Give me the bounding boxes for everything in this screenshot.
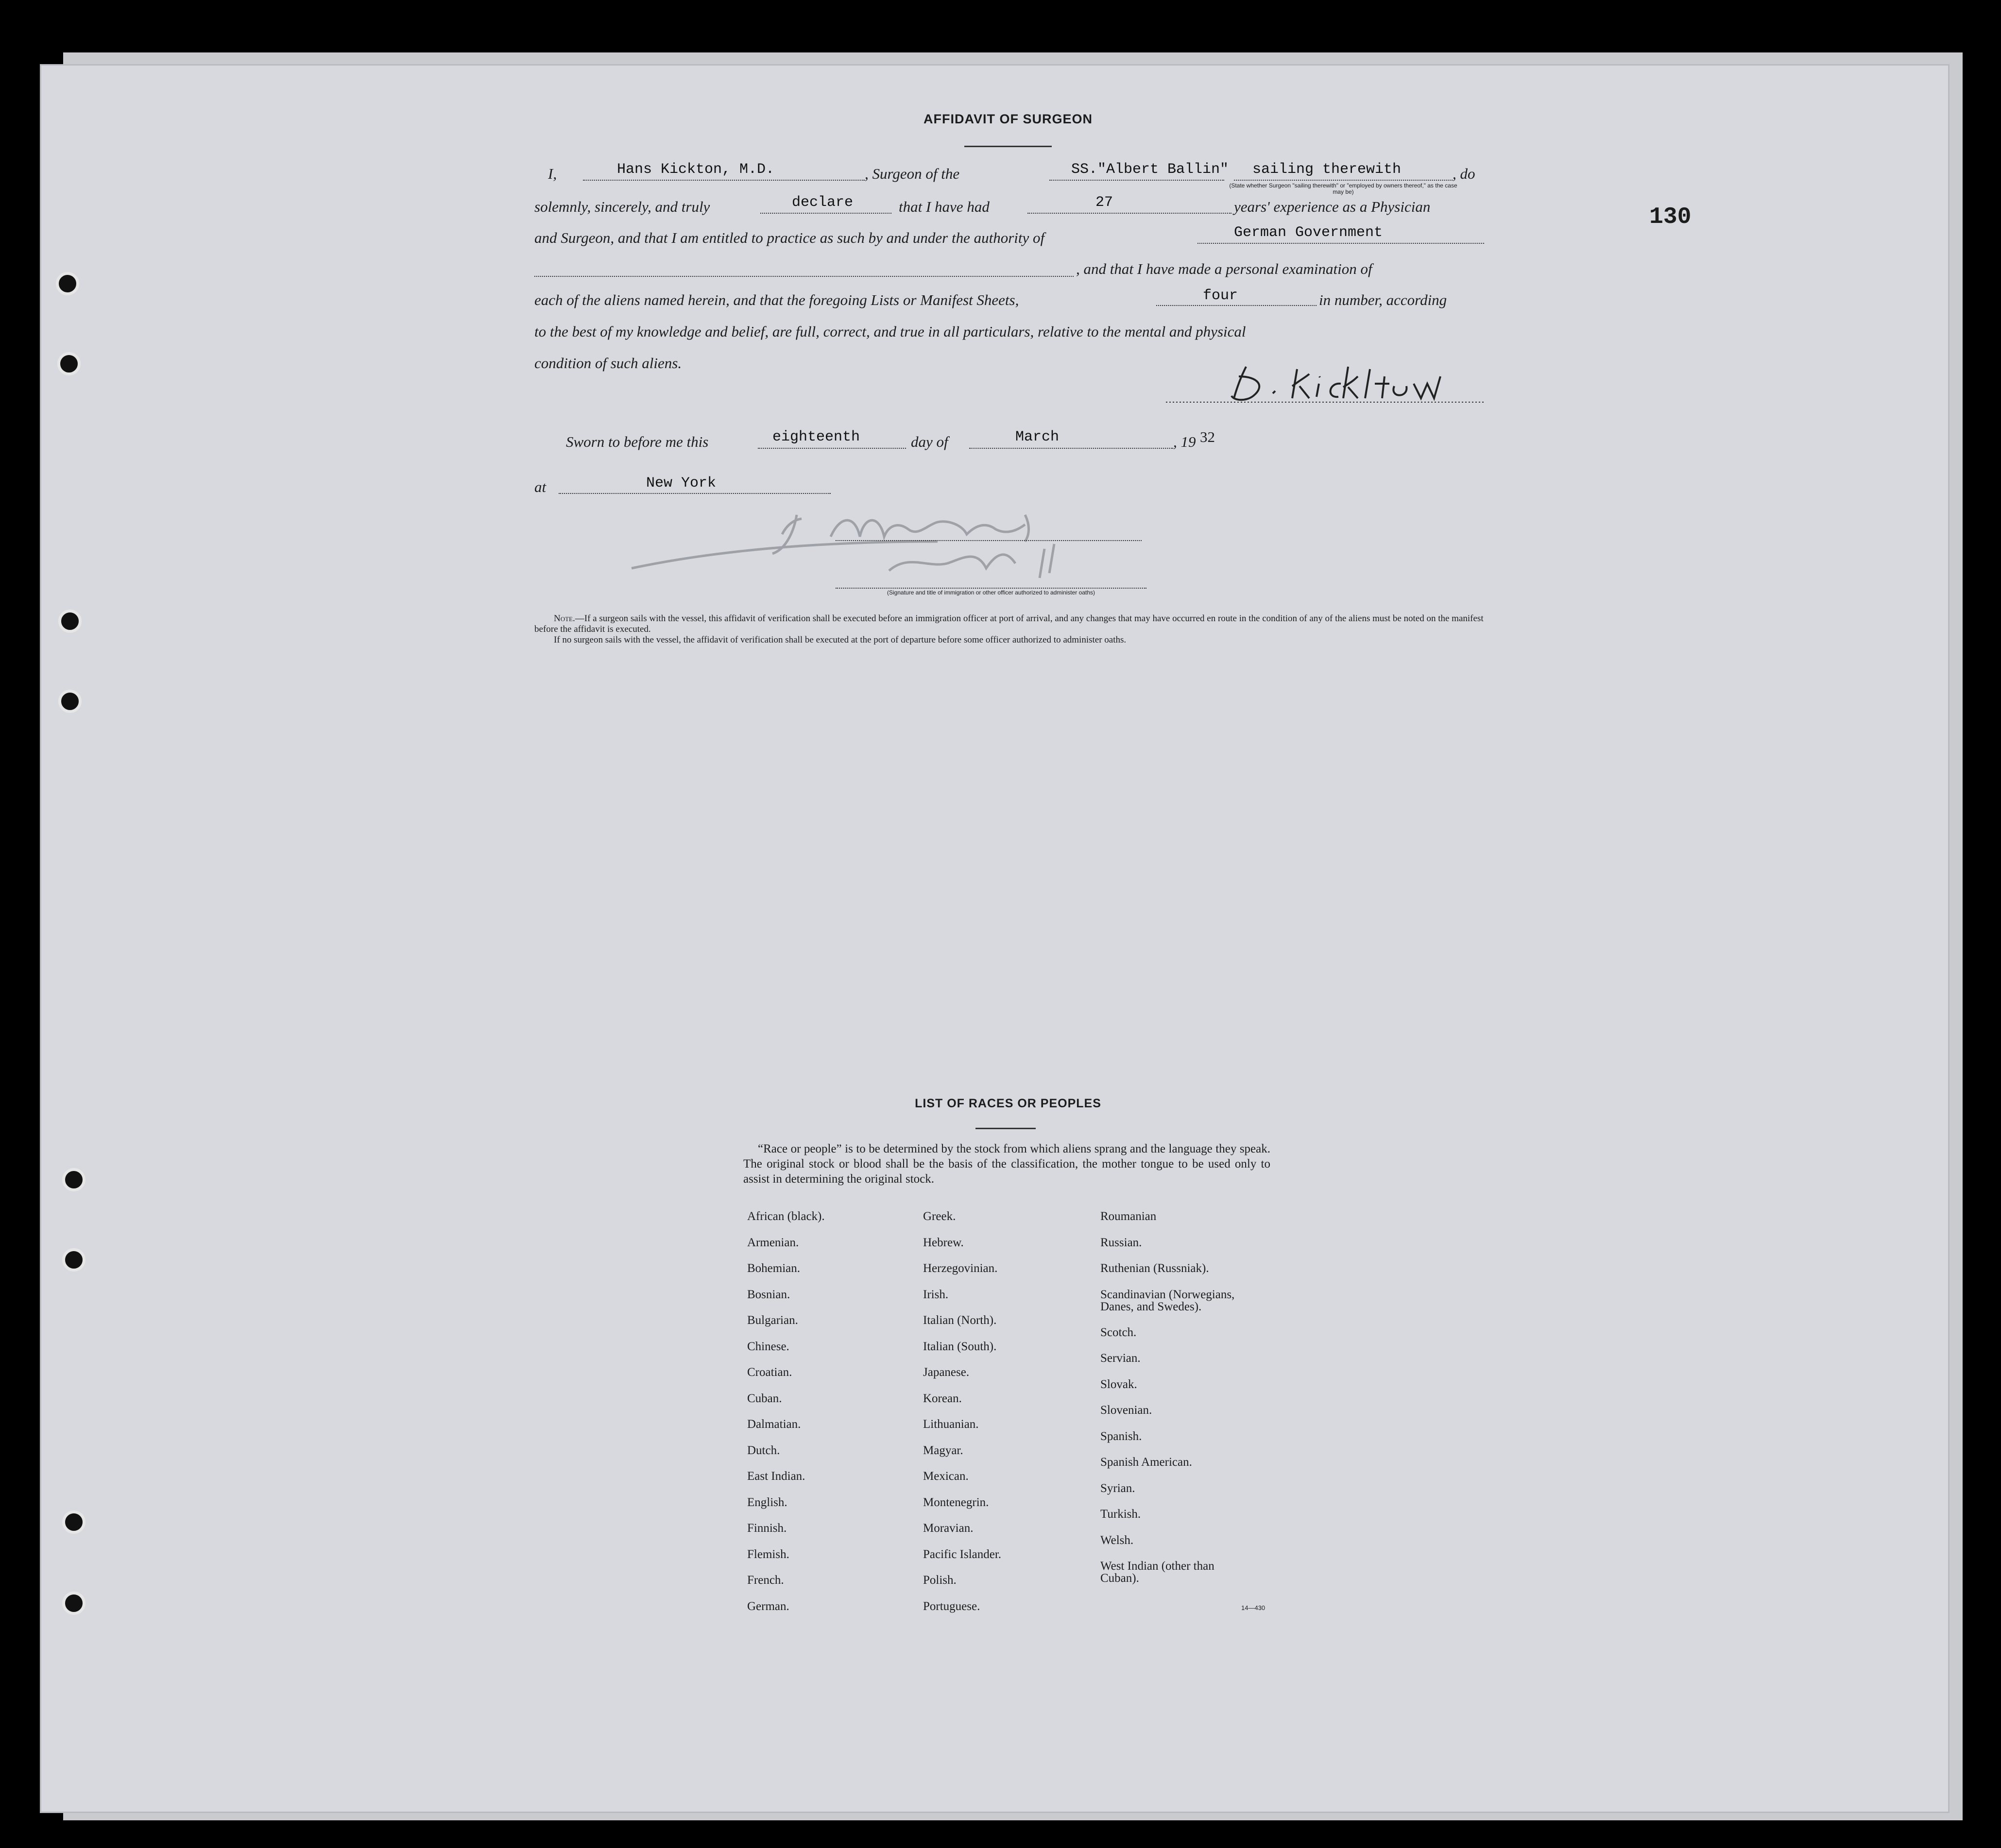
race-item: Turkish. <box>1100 1508 1141 1521</box>
day-of-label: day of <box>911 433 948 450</box>
races-intro: “Race or people” is to be determined by the stock from which aliens sprang and the language they speak. The original stock or blood shall be the basis of the classification, the mother tongue to be used only to assist in determining the original stock. <box>743 1142 1270 1186</box>
race-item: Japanese. <box>923 1366 970 1379</box>
race-item: Polish. <box>923 1574 957 1587</box>
races-column-1 <box>747 1204 825 1619</box>
note-label: Note. <box>554 613 575 624</box>
race-item: Slovak. <box>1100 1377 1137 1391</box>
surgeon-name: Hans Kickton, M.D. <box>617 161 775 178</box>
sworn-prefix: Sworn to before me this <box>566 433 709 450</box>
authority: German Government <box>1234 224 1383 241</box>
race-item: Welsh. <box>1100 1533 1134 1547</box>
affidavit-title: AFFIDAVIT OF SURGEON <box>924 112 1093 126</box>
race-item: Pacific Islander. <box>923 1547 1002 1561</box>
race-item: Spanish American. <box>1100 1456 1192 1469</box>
sworn-month: March <box>1015 429 1060 445</box>
years-line <box>1027 213 1231 214</box>
race-item: Dutch. <box>747 1443 780 1457</box>
race-item: Italian (South). <box>923 1339 997 1353</box>
race-item: Roumanian <box>1100 1210 1157 1223</box>
affidavit-line7: condition of such aliens. <box>534 355 682 372</box>
binder-hole <box>62 1248 86 1272</box>
races-column-2 <box>923 1204 1001 1619</box>
affidavit-line5-prefix: each of the aliens named herein, and that the foregoing Lists or Manifest Sheets, <box>534 291 1019 308</box>
page-number: 130 <box>1649 204 1692 230</box>
race-item: Slovenian. <box>1100 1404 1152 1417</box>
race-item: Ruthenian (Russniak). <box>1100 1262 1209 1275</box>
race-item: East Indian. <box>747 1470 805 1483</box>
race-item: German. <box>747 1599 789 1613</box>
note-text-1: —If a surgeon sails with the vessel, this affidavit of verification shall be executed before an immigration officer at port of arrival, and any changes that may have occurred en route in the condition of any of the aliens must be noted on the manifest before the affidavit is executed. <box>534 613 1484 634</box>
year-suffix: 32 <box>1200 428 1215 445</box>
surgeon-name-line <box>583 180 865 181</box>
officer-caption: (Signature and title of immigration or other officer authorized to administer oaths) <box>887 589 1095 596</box>
at-label: at <box>534 478 547 495</box>
sworn-month-line <box>969 448 1173 449</box>
vessel-name: SS."Albert Ballin" <box>1071 161 1229 178</box>
race-item: Bohemian. <box>747 1262 801 1275</box>
race-item: Bulgarian. <box>747 1314 798 1327</box>
race-item: Greek. <box>923 1210 956 1223</box>
place: New York <box>646 475 717 492</box>
affidavit-line2-middle: that I have had <box>899 198 990 215</box>
binder-hole <box>56 272 79 295</box>
race-item: Spanish. <box>1100 1429 1142 1443</box>
race-item: West Indian (other than Cuban). <box>1100 1560 1214 1585</box>
affidavit-note <box>534 613 1487 645</box>
officer-signature-line <box>836 588 1146 589</box>
note-text-2: If no surgeon sails with the vessel, the affidavit of verification shall be executed at the port of departure before some officer authorized to administer oaths. <box>554 635 1127 645</box>
title-rule <box>964 146 1052 147</box>
race-item: Magyar. <box>923 1443 963 1457</box>
race-item: Scandinavian (Norwegians, Danes, and Swedes). <box>1100 1288 1235 1313</box>
years-experience: 27 <box>1095 194 1113 211</box>
race-item: Scotch. <box>1100 1325 1137 1339</box>
race-item: Croatian. <box>747 1366 792 1379</box>
binder-hole <box>62 1168 86 1191</box>
officer-signature-line-top <box>836 540 1142 541</box>
race-item: Montenegrin. <box>923 1495 989 1509</box>
sailing-status-line <box>1234 180 1453 181</box>
race-item: Bosnian. <box>747 1288 790 1301</box>
race-item: English. <box>747 1495 787 1509</box>
do-label: , do <box>1453 165 1475 182</box>
surgeon-signature <box>1161 357 1487 406</box>
binder-hole <box>57 352 81 375</box>
races-column-3 <box>1100 1204 1234 1591</box>
race-item: Moravian. <box>923 1522 974 1535</box>
surgeon-of-label: , Surgeon of the <box>865 165 960 182</box>
race-item: Chinese. <box>747 1339 789 1353</box>
race-item: Armenian. <box>747 1236 799 1249</box>
sworn-day: eighteenth <box>772 429 860 445</box>
race-item: Cuban. <box>747 1391 782 1405</box>
race-item: Dalmatian. <box>747 1418 801 1431</box>
affidavit-line6: to the best of my knowledge and belief, are full, correct, and true in all particulars, relative to the mental and physical <box>534 323 1246 340</box>
declare-verb: declare <box>792 194 854 211</box>
binder-hole <box>62 1510 86 1534</box>
race-item: Finnish. <box>747 1522 787 1535</box>
race-item: Mexican. <box>923 1470 969 1483</box>
binder-hole <box>58 610 82 633</box>
races-title-rule <box>975 1128 1036 1129</box>
race-item: Lithuanian. <box>923 1418 979 1431</box>
affidavit-i: I, <box>548 165 557 182</box>
verb-line <box>760 213 891 214</box>
affidavit-line2-suffix: years' experience as a Physician <box>1234 198 1431 215</box>
race-item: Flemish. <box>747 1547 789 1561</box>
sworn-day-line <box>758 448 906 449</box>
race-item: African (black). <box>747 1210 825 1223</box>
race-item: Russian. <box>1100 1236 1142 1249</box>
year-prefix: , 19 <box>1173 433 1196 450</box>
race-item: Syrian. <box>1100 1481 1135 1495</box>
authority-continuation-line <box>534 276 1074 277</box>
races-title: LIST OF RACES OR PEOPLES <box>915 1097 1101 1110</box>
form-code: 14—430 <box>1241 1604 1266 1611</box>
race-item: Korean. <box>923 1391 962 1405</box>
race-item: Herzegovinian. <box>923 1262 998 1275</box>
affidavit-line5-suffix: in number, according <box>1319 291 1447 308</box>
race-item: French. <box>747 1574 784 1587</box>
race-item: Irish. <box>923 1288 949 1301</box>
race-item: Servian. <box>1100 1352 1141 1365</box>
vessel-line <box>1049 180 1224 181</box>
binder-hole <box>62 1592 86 1615</box>
sailing-status-note: (State whether Surgeon "sailing therewith" or "employed by owners thereof," as the case may be) <box>1229 182 1457 195</box>
binder-hole <box>58 690 82 713</box>
place-line <box>559 493 831 494</box>
sheet-count-line <box>1156 305 1317 306</box>
sailing-status: sailing therewith <box>1252 161 1402 178</box>
affidavit-line3: and Surgeon, and that I am entitled to practice as such by and under the authority of <box>534 229 1045 246</box>
race-item: Italian (North). <box>923 1314 997 1327</box>
affidavit-line4: , and that I have made a personal examination of <box>1076 260 1372 277</box>
sheet-count: four <box>1203 288 1238 304</box>
affidavit-line2-prefix: solemnly, sincerely, and truly <box>534 198 710 215</box>
authority-line <box>1197 243 1484 244</box>
race-item: Hebrew. <box>923 1236 964 1249</box>
race-item: Portuguese. <box>923 1599 980 1613</box>
